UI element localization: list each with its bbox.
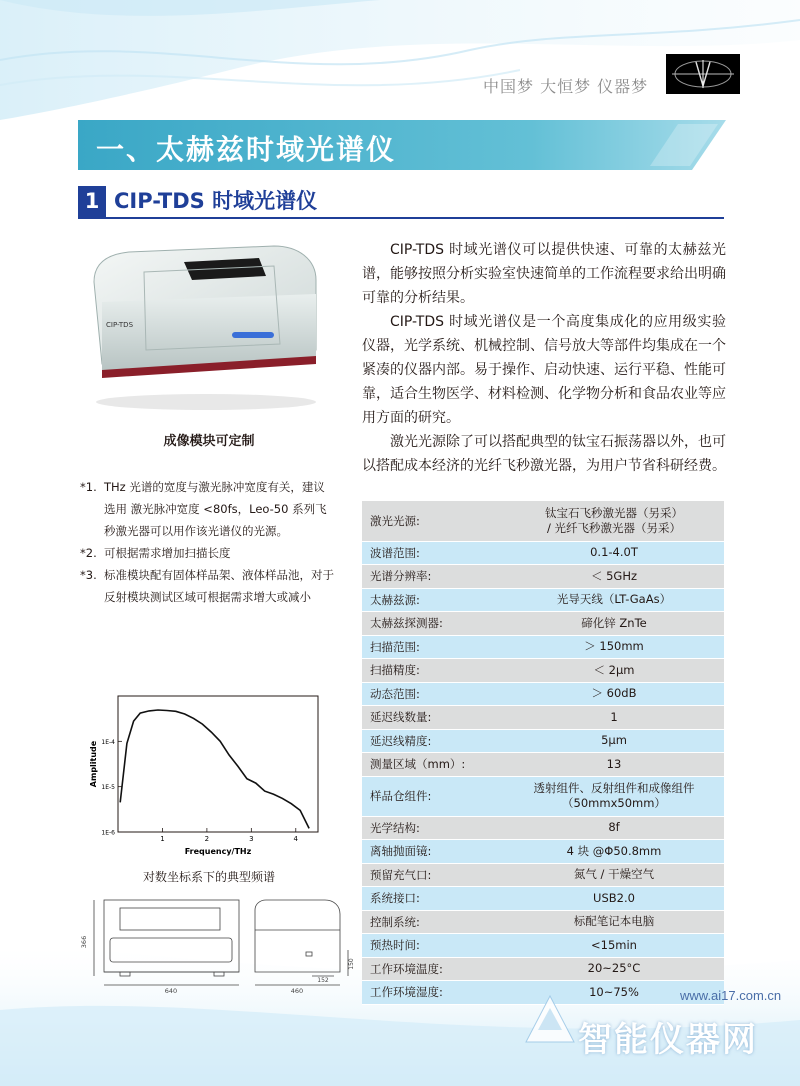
spec-row — [362, 863, 724, 887]
dim-port: 150 — [348, 958, 355, 970]
spec-value: 0.1-4.0T — [504, 541, 724, 565]
spec-key: 预留充气口: — [362, 863, 504, 887]
spec-key: 光学结构: — [362, 816, 504, 840]
spec-row — [362, 910, 724, 934]
intro-paragraph: CIP-TDS 时域光谱仪是一个高度集成化的应用级实验仪器，光学系统、机械控制、信号放大等部件均集成在一个紧凑的仪器内部。易于操作、启动快速、运行平稳、性能可靠，适合生物医学、材料检测、化学物分析和食品农业等应用方面的研究。 — [362, 314, 726, 426]
spec-key: 太赫兹探测器: — [362, 612, 504, 636]
spec-row — [362, 565, 724, 589]
spec-value: 1 — [504, 706, 724, 730]
spec-value: USB2.0 — [504, 887, 724, 911]
x-tick-label: 4 — [293, 835, 299, 843]
y-tick-label: 1E-4 — [101, 738, 115, 746]
chapter-title: 一、太赫兹时域光谱仪 — [96, 133, 397, 166]
intro-paragraph: CIP-TDS 时域光谱仪可以提供快速、可靠的太赫兹光谱，能够按照分析实验室快速简单的工作流程要求给出明确可靠的分析结果。 — [362, 242, 726, 306]
spec-key: 系统接口: — [362, 887, 504, 911]
spec-row — [362, 957, 724, 981]
spec-value: 光导天线（LT-GaAs） — [504, 588, 724, 612]
spec-key: 波谱范围: — [362, 541, 504, 565]
note-text: 标准模块配有固体样品架、液体样品池，对于反射模块测试区域可根据需求增大或减小 — [104, 568, 334, 604]
dim-height: 366 — [80, 935, 88, 949]
spec-value: 4 块 @Φ50.8mm — [504, 840, 724, 864]
section-divider — [78, 217, 724, 219]
x-tick-label: 2 — [204, 835, 210, 843]
y-axis-label: Amplitude — [89, 740, 98, 788]
spec-key: 工作环境温度: — [362, 957, 504, 981]
spec-row — [362, 659, 724, 683]
spec-value: 氮气 / 干燥空气 — [504, 863, 724, 887]
spec-value: ＞ 60dB — [504, 682, 724, 706]
spec-key: 太赫兹源: — [362, 588, 504, 612]
spec-key: 样品仓组件: — [362, 776, 504, 816]
note-text: 可根据需求增加扫描长度 — [104, 546, 231, 560]
x-tick-label: 1 — [160, 835, 165, 843]
spec-row — [362, 635, 724, 659]
spec-row — [362, 776, 724, 816]
note-item — [80, 542, 336, 564]
spec-row — [362, 753, 724, 777]
spec-key: 扫描范围: — [362, 635, 504, 659]
spec-row — [362, 682, 724, 706]
note-item — [80, 476, 336, 542]
watermark-name: 智能仪器网 — [578, 1020, 758, 1060]
spec-row — [362, 541, 724, 565]
spec-row — [362, 612, 724, 636]
plot-caption: 对数坐标系下的典型频谱 — [142, 870, 275, 884]
spec-value: 5μm — [504, 729, 724, 753]
spec-key: 工作环境湿度: — [362, 981, 504, 1005]
spec-key: 动态范围: — [362, 682, 504, 706]
spec-value: 8f — [504, 816, 724, 840]
spec-key: 激光光源: — [362, 501, 504, 541]
y-tick-label: 1E-6 — [101, 829, 115, 837]
note-mark: *3. — [80, 568, 97, 582]
spec-value: 碲化锌 ZnTe — [504, 612, 724, 636]
spec-row — [362, 816, 724, 840]
dim-width-side: 460 — [290, 987, 304, 995]
spec-key: 光谱分辨率: — [362, 565, 504, 589]
note-mark: *1. — [80, 480, 97, 494]
spec-key: 延迟线精度: — [362, 729, 504, 753]
x-tick-label: 3 — [249, 835, 254, 843]
spec-key: 测量区域（mm）: — [362, 753, 504, 777]
notes-list — [80, 476, 336, 608]
spec-row — [362, 706, 724, 730]
spec-key: 离轴抛面镜: — [362, 840, 504, 864]
spec-key: 扫描精度: — [362, 659, 504, 683]
spec-row — [362, 840, 724, 864]
spec-key: 延迟线数量: — [362, 706, 504, 730]
spec-value: 20~25°C — [504, 957, 724, 981]
product-body-label: CIP-TDS — [106, 321, 134, 329]
spec-value: 透射组件、反射组件和成像组件 （50mmx50mm） — [504, 776, 724, 816]
note-item — [80, 564, 336, 608]
dim-width-front: 640 — [164, 987, 178, 995]
section-title: CIP-TDS 时域光谱仪 — [114, 189, 318, 213]
spec-value: 钛宝石飞秒激光器（另采） / 光纤飞秒激光器（另采） — [504, 501, 724, 541]
product-caption: 成像模块可定制 — [163, 434, 255, 449]
section-number: 1 — [78, 186, 106, 217]
x-axis-label: Frequency/THz — [184, 847, 252, 856]
spec-value: ＜ 5GHz — [504, 565, 724, 589]
spec-row — [362, 501, 724, 541]
watermark-logo — [520, 990, 580, 1050]
company-logo — [666, 54, 740, 94]
dim-foot: 152 — [317, 977, 329, 984]
dimension-drawings — [80, 890, 355, 995]
plot-frame — [118, 696, 318, 832]
spec-value: ＞ 150mm — [504, 635, 724, 659]
spec-value: 标配笔记本电脑 — [504, 910, 724, 934]
note-text: THz 光谱的宽度与激光脉冲宽度有关，建议选用 激光脉冲宽度 <80fs，Leo-50 系列飞秒激光器可以用作该光谱仪的光源。 — [104, 480, 327, 538]
spec-value: <15min — [504, 934, 724, 958]
spec-value: ＜ 2μm — [504, 659, 724, 683]
note-mark: *2. — [80, 546, 97, 560]
spec-table — [362, 501, 724, 1005]
spec-row — [362, 934, 724, 958]
intro-paragraph: 激光光源除了可以搭配典型的钛宝石振荡器以外，也可以搭配成本经济的光纤飞秒激光器，为用户节省科研经费。 — [362, 434, 726, 474]
spectrum-chart — [86, 690, 326, 860]
header-slogan: 中国梦 大恒梦 仪器梦 — [483, 77, 649, 96]
y-tick-label: 1E-5 — [101, 784, 115, 792]
spec-row — [362, 729, 724, 753]
spec-key: 控制系统: — [362, 910, 504, 934]
intro-text — [362, 238, 726, 478]
spec-key: 预热时间: — [362, 934, 504, 958]
product-image — [84, 232, 324, 412]
spec-row — [362, 887, 724, 911]
spec-row — [362, 588, 724, 612]
spec-value: 10~75% — [504, 981, 724, 1005]
watermark-url: www.ai17.com.cn — [680, 988, 782, 1003]
spec-value: 13 — [504, 753, 724, 777]
